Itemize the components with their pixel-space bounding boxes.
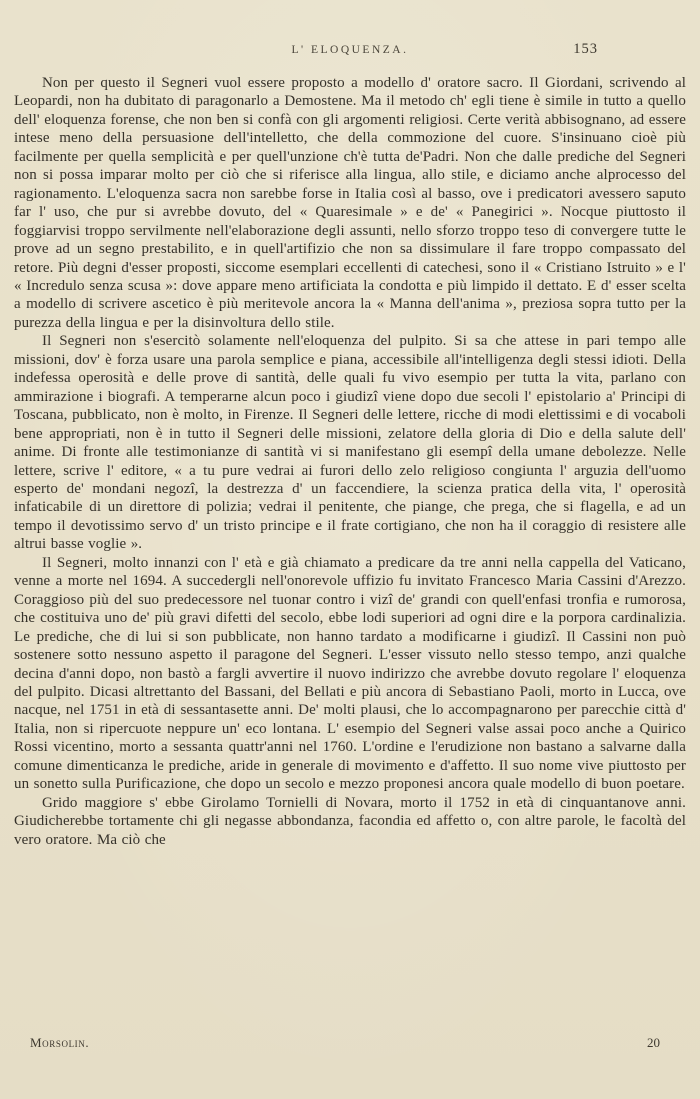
paragraph-4: Grido maggiore s' ebbe Girolamo Tornielli di Novara, morto il 1752 in età di cinquantanove anni. Giudicherebbe tortamente chi gli negasse abbondanza, facondia ed affetto o, con altre parole, le facoltà del vero oratore. Ma ciò che: [14, 794, 686, 848]
page-number: 153: [573, 41, 598, 57]
paragraph-2: Il Segneri non s'esercitò solamente nell'eloquenza del pulpito. Si sa che attese in pari tempo alle missioni, dov' è forza usare una parola semplice e piana, accessibile all'intelligenza degli stessi idioti. Della indefessa operosità e delle prove di santità, delle quali fu vivo esempio per tutta la vita, parlano con ammirazione i biografi. A temperarne alcun poco i giudizî viene dopo due secoli l' epistolario a' Principi di Toscana, pubblicato, non è molto, in Firenze. Il Segneri delle lettere, ricche di modi elettissimi e di vocaboli bene appropriati, non è in tutto il Segneri delle missioni, zelatore della gloria di Dio e della salute dell' anime. Di fronte alle testimonianze di santità vi si manifestano gli esempî della umane debolezze. Nelle lettere, scrive l' editore, « a tu pure vedrai ai furori dello zelo religioso congiunta l' arguzia dell'uomo esperto de' mondani negozî, la destrezza d' un faccendiere, la scienza pratica della vita, l' operosità infaticabile di un direttore di polizia; vedrai il penitente, che piange, che prega, che si flagella, e ad un tempo il devotissimo servo d' un tristo principe e il frate cortigiano, che non ha il coraggio di resistere alle altrui basse voglie ».: [14, 333, 686, 553]
paragraph-1: Non per questo il Segneri vuol essere proposto a modello d' oratore sacro. Il Giordani, scrivendo al Leopardi, non ha dubitato di paragonarlo a Demostene. Ma il metodo ch' egli tiene è simile in tutto a quello dell' eloquenza forense, che non ben si confà con gli argomenti religiosi. Certe verità abbisognano, ad essere intese meno della persuasione dell'intelletto, che della commozione del cuore. S'insinuano cioè più facilmente per quella semplicità e per quell'unzione ch'è tutta de'Padri. Non che dalle prediche del Segneri non si possa imparar molto per ciò che si riferisce alla lingua, allo stile, e diciamo anche alprocesso del ragionamento. L'eloquenza sacra non sarebbe forse in Italia così al basso, ove i predicatori avessero saputo far l' uso, che pur si avrebbe dovuto, del « Quaresimale » e de' « Panegirici ». Nocque piuttosto il foggiarvisi troppo servilmente nell'elaborazione degli assunti, nello sforzo troppo teso di convergere tutte le prove ad un segno prestabilito, e in quell'artifizio che non sa dissimulare il fare troppo compassato del retore. Più degni d'esser proposti, siccome esemplari eccellenti di catechesi, sono il « Cristiano Istruito » e l' « Incredulo senza scusa »: dove appare meno artificiata la condotta e più limpido il dettato. E d' esser scelta a modello di scrivere ascetico è più meritevole ancora la « Manna dell'anima », preziosa sopra tutto per la purezza della lingua e per la disinvoltura dello stile.: [14, 75, 686, 331]
body-text: [14, 74, 686, 849]
footer-signature: Morsolin.: [30, 1035, 90, 1050]
paragraph-3: Il Segneri, molto innanzi con l' età e già chiamato a predicare da tre anni nella cappella del Vaticano, venne a morte nel 1694. A succedergli nell'onorevole uffizio fu invitato Francesco Maria Cassini d'Arezzo. Coraggioso più del suo predecessore nel tuonar contro i vizî de' grandi con quell'enfasi tronfia e rumorosa, che costituiva uno de' più gravi difetti del secolo, ebbe lodi superiori ad ogni dire e la porpora cardinalizia. Le prediche, che di lui si son pubblicate, non hanno tardato a modificarne i giudizî. Il Cassini non può sostenere sotto nessuno aspetto il paragone del Segneri. L'esser vissuto nello stesso tempo, anzi qualche decina d'anni dopo, non bastò a fargli avvertire il nuovo indirizzo che avrebbe dovuto regolare l' eloquenza del pulpito. Dicasi altrettanto del Bassani, del Bellati e più ancora di Sebastiano Paoli, morto in Lucca, ove nacque, nel 1751 in età di sessantasette anni. De' molti plausi, che lo accompagnarono per parecchie città d' Italia, non si ripercuote neppure un' eco lontana. L' esempio del Segneri valse assai poco anche a Quirico Rossi vicentino, morto a sessanta quattr'anni nel 1760. L'ordine e l'erudizione non bastano a salvarne dalla comune dimenticanza le prediche, aride in generale di movimento e d'affetto. Il suo nome vive piuttosto per un sonetto sulla Purificazione, che dopo un secolo e mezzo proponesi ancora quale modello di buon poetare.: [14, 554, 686, 793]
running-head: [14, 41, 686, 66]
running-title: L' ELOQUENZA.: [291, 44, 409, 56]
footer-sheet-number: 20: [647, 1035, 660, 1050]
page-footer: [0, 1035, 700, 1051]
